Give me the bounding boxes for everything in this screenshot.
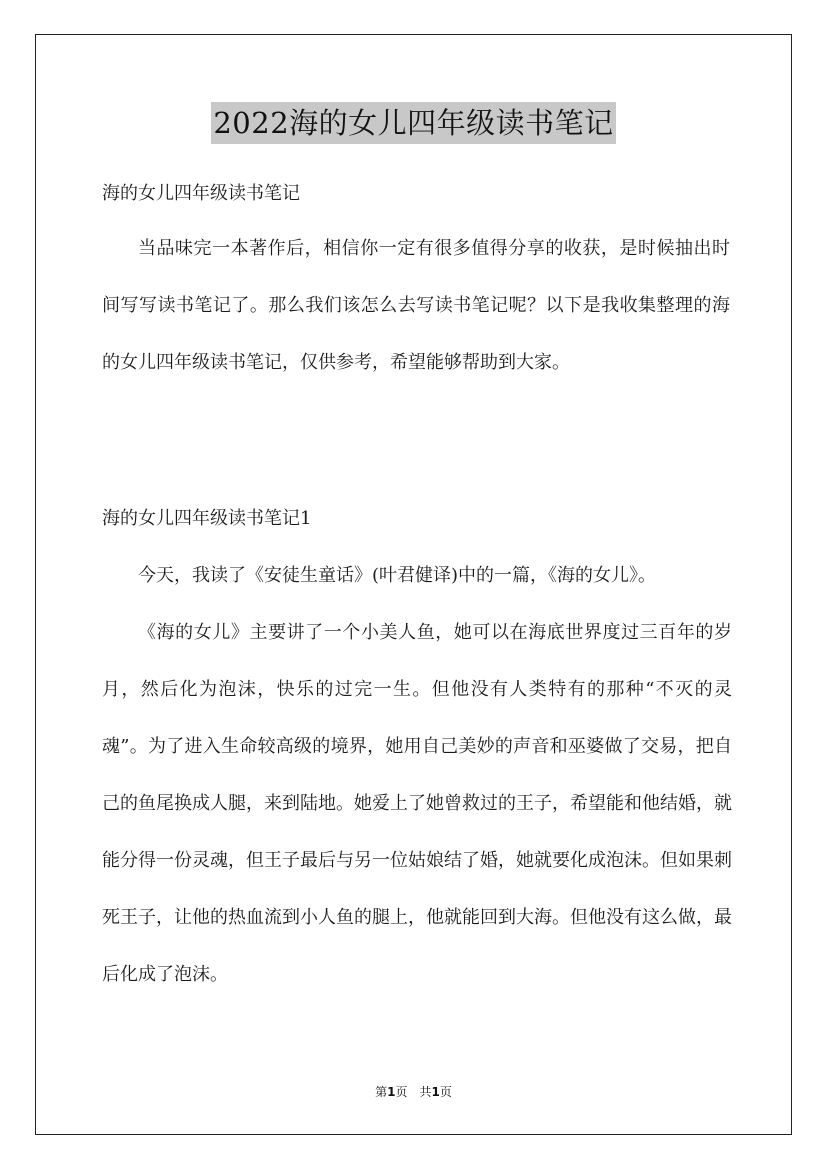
intro-heading: 海的女儿四年级读书笔记 <box>102 183 300 204</box>
section-paragraph-2: 《海的女儿》主要讲了一个小美人鱼，她可以在海底世界度过三百年的岁月，然后化为泡沫，快乐的过完一生。但他没有人类特有的那种“不灭的灵魂”。为了进入生命较高级的境界，她用自己美妙的声音和巫婆做了交易，把自己的鱼尾换成人腿，来到陆地。她爱上了她曾救过的王子，希望能和他结婚，就能分得一份灵魂，但王子最后与另一位姑娘结了婚，她就要化成泡沫。但如果刺死王子，让他的热血流到小人鱼的腿上，他就能回到大海。但他没有这么做，最后化成了泡沫。 <box>102 622 732 985</box>
total-suffix: 页 <box>439 1085 452 1099</box>
section-paragraph-1: 今天，我读了《安徒生童话》(叶君健译)中的一篇，《海的女儿》。 <box>138 565 657 586</box>
title-container <box>0 102 827 144</box>
intro-paragraph: 当品味完一本著作后，相信你一定有很多值得分享的收获，是时候抽出时间写写读书笔记了。那么我们该怎么去写读书笔记呢？以下是我收集整理的海的女儿四年级读书笔记，仅供参考，希望能够帮助到大家。 <box>102 238 730 373</box>
section-heading: 海的女儿四年级读书笔记1 <box>102 508 312 529</box>
page-current: 1 <box>387 1085 396 1099</box>
total-pages: 1 <box>431 1085 440 1099</box>
total-prefix: 共 <box>419 1085 432 1099</box>
page-suffix: 页 <box>395 1085 408 1099</box>
document-title: 2022海的女儿四年级读书笔记 <box>211 102 615 144</box>
page-prefix: 第 <box>375 1085 388 1099</box>
page-footer <box>0 1083 827 1100</box>
